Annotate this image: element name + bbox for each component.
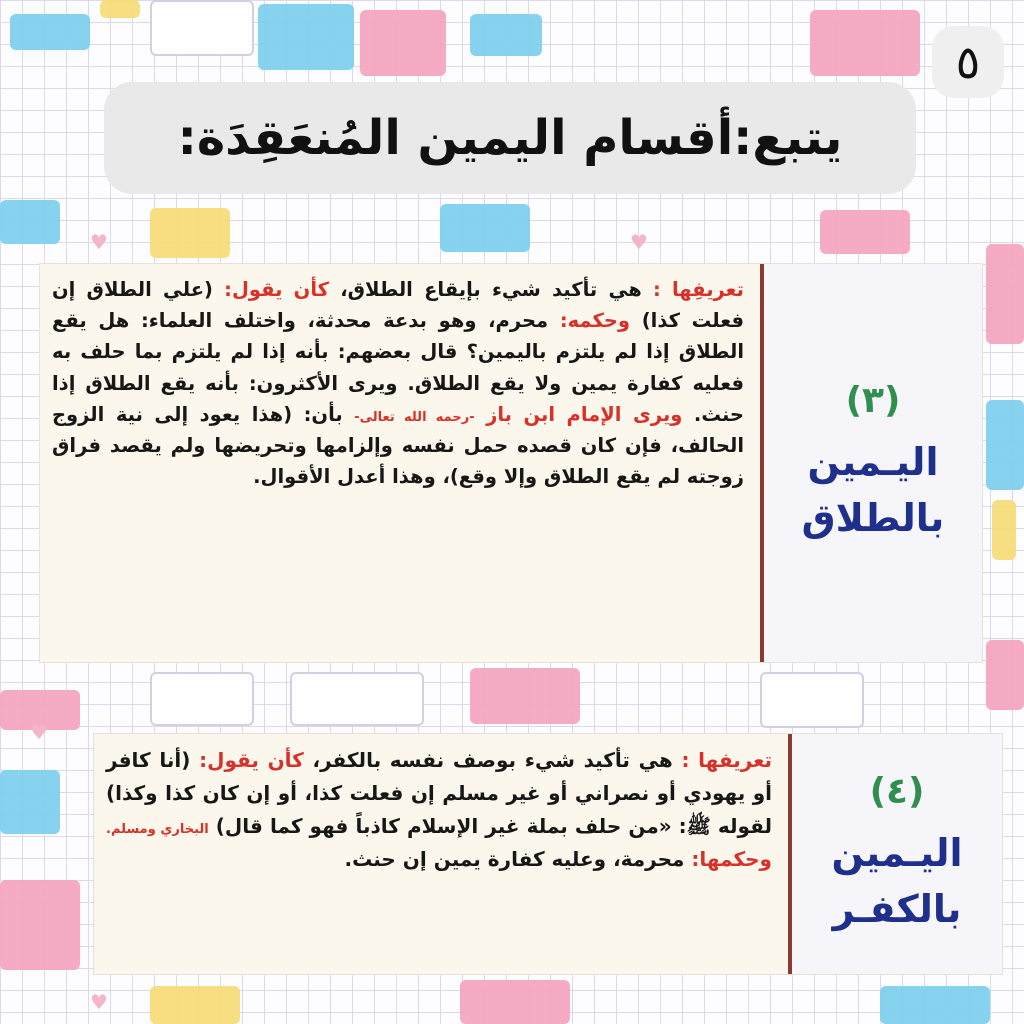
page-number: ٥ xyxy=(955,35,981,89)
scholar-note: -رحمه الله تعالى- xyxy=(354,409,475,425)
section-title-line1: اليـمين xyxy=(807,440,939,485)
page-title: يتبع:أقسام اليمين المُنعَقِدَة: xyxy=(177,110,843,166)
decor-notebook xyxy=(986,244,1024,344)
example-text: (علي الطلاق إن فعلت كذا) xyxy=(52,278,744,333)
definition-text: هي تأكيد شيء بإيقاع الطلاق، xyxy=(328,278,653,301)
decor-book xyxy=(290,672,424,726)
section-header xyxy=(760,264,982,662)
section-number: (٤) xyxy=(869,771,925,813)
decor-book xyxy=(880,986,990,1024)
decor-pencil-case xyxy=(0,770,60,834)
decor-notebook xyxy=(986,640,1024,710)
section-header xyxy=(788,734,1002,974)
scholar-text: بأن: (هذا يعود إلى نية الزوج الحالف، فإن كان قصده حمل نفسه وإلزامها وتحريضها ولم يقصد فراق زوجته لم يقع الطلاق وإلا وقع)، وهذا أعدل الأقوال. xyxy=(52,402,744,489)
decor-notebook xyxy=(360,10,446,76)
section-title xyxy=(832,826,963,936)
definition-text: هي تأكيد شيء بوصف نفسه بالكفر، xyxy=(303,748,682,772)
decor-pencil-case xyxy=(470,14,542,56)
decor-book xyxy=(150,0,254,56)
title-banner xyxy=(104,82,916,194)
ruling-label: وحكمها: xyxy=(691,847,772,871)
section-number: (٣) xyxy=(845,380,901,422)
decor-notebook xyxy=(0,880,80,970)
section-title xyxy=(802,435,945,545)
definition-label: تعريفها : xyxy=(681,748,772,772)
section-card-oath-by-disbelief xyxy=(94,734,1002,974)
definition-label: تعريفِها : xyxy=(652,278,744,301)
example-label: كأن يقول: xyxy=(199,748,304,772)
ruling-label: وحكمه: xyxy=(559,309,631,333)
decor-heart-icon: ♥ xyxy=(90,230,108,254)
decor-book xyxy=(150,986,240,1024)
decor-book xyxy=(150,208,230,258)
decor-pencil-case xyxy=(986,400,1024,490)
section-title-line2: بالكفـر xyxy=(832,886,962,931)
decor-pencil-case xyxy=(0,200,60,244)
decor-pencil xyxy=(100,0,140,18)
decor-notebook xyxy=(470,668,580,724)
hadith-source: البخاري ومسلم. xyxy=(106,822,209,837)
decor-pencil-case xyxy=(440,204,530,252)
ruling-text: محرم، وهو بدعة محدثة، واختلف العلماء: هل يقع الطلاق إذا لم يلتزم باليمين؟ قال بعضهم: بأنه إذا لم يلتزم بما حلف به فعليه كفارة يمين ولا يقع الطلاق. ويرى الأكثرون: بأنه يقع الطلاق إذا حنث. xyxy=(52,309,744,426)
section-title-line2: بالطلاق xyxy=(801,495,945,540)
example-text: (أنا كافر أو يهودي أو نصراني أو غير مسلم إن فعلت كذا، أو إن كان كذا وكذا) لقوله ﷺ: «من حلف بملة غير الإسلام كاذباً فهو كما قال) xyxy=(106,748,772,838)
scholar-label: ويرى الإمام ابن باز xyxy=(486,402,683,426)
decor-pencil xyxy=(992,500,1016,560)
decor-notebook xyxy=(820,210,910,254)
decor-book xyxy=(258,4,354,70)
ruling-text: محرمة، وعليه كفارة يمين إن حنث. xyxy=(344,847,692,871)
example-label: كأن يقول: xyxy=(224,278,329,301)
decor-book xyxy=(760,672,864,728)
section-body xyxy=(40,264,760,662)
section-body xyxy=(94,734,788,974)
section-card-oath-by-divorce xyxy=(40,264,982,662)
decor-heart-icon: ♥ xyxy=(30,720,48,744)
decor-pencil-case xyxy=(10,14,90,50)
decor-heart-icon: ♥ xyxy=(90,990,108,1014)
section-title-line1: اليـمين xyxy=(831,831,963,876)
page-number-badge xyxy=(932,26,1004,98)
decor-notebook xyxy=(460,980,570,1024)
decor-notebook xyxy=(810,10,920,76)
decor-heart-icon: ♥ xyxy=(630,230,648,254)
decor-book xyxy=(150,672,254,726)
